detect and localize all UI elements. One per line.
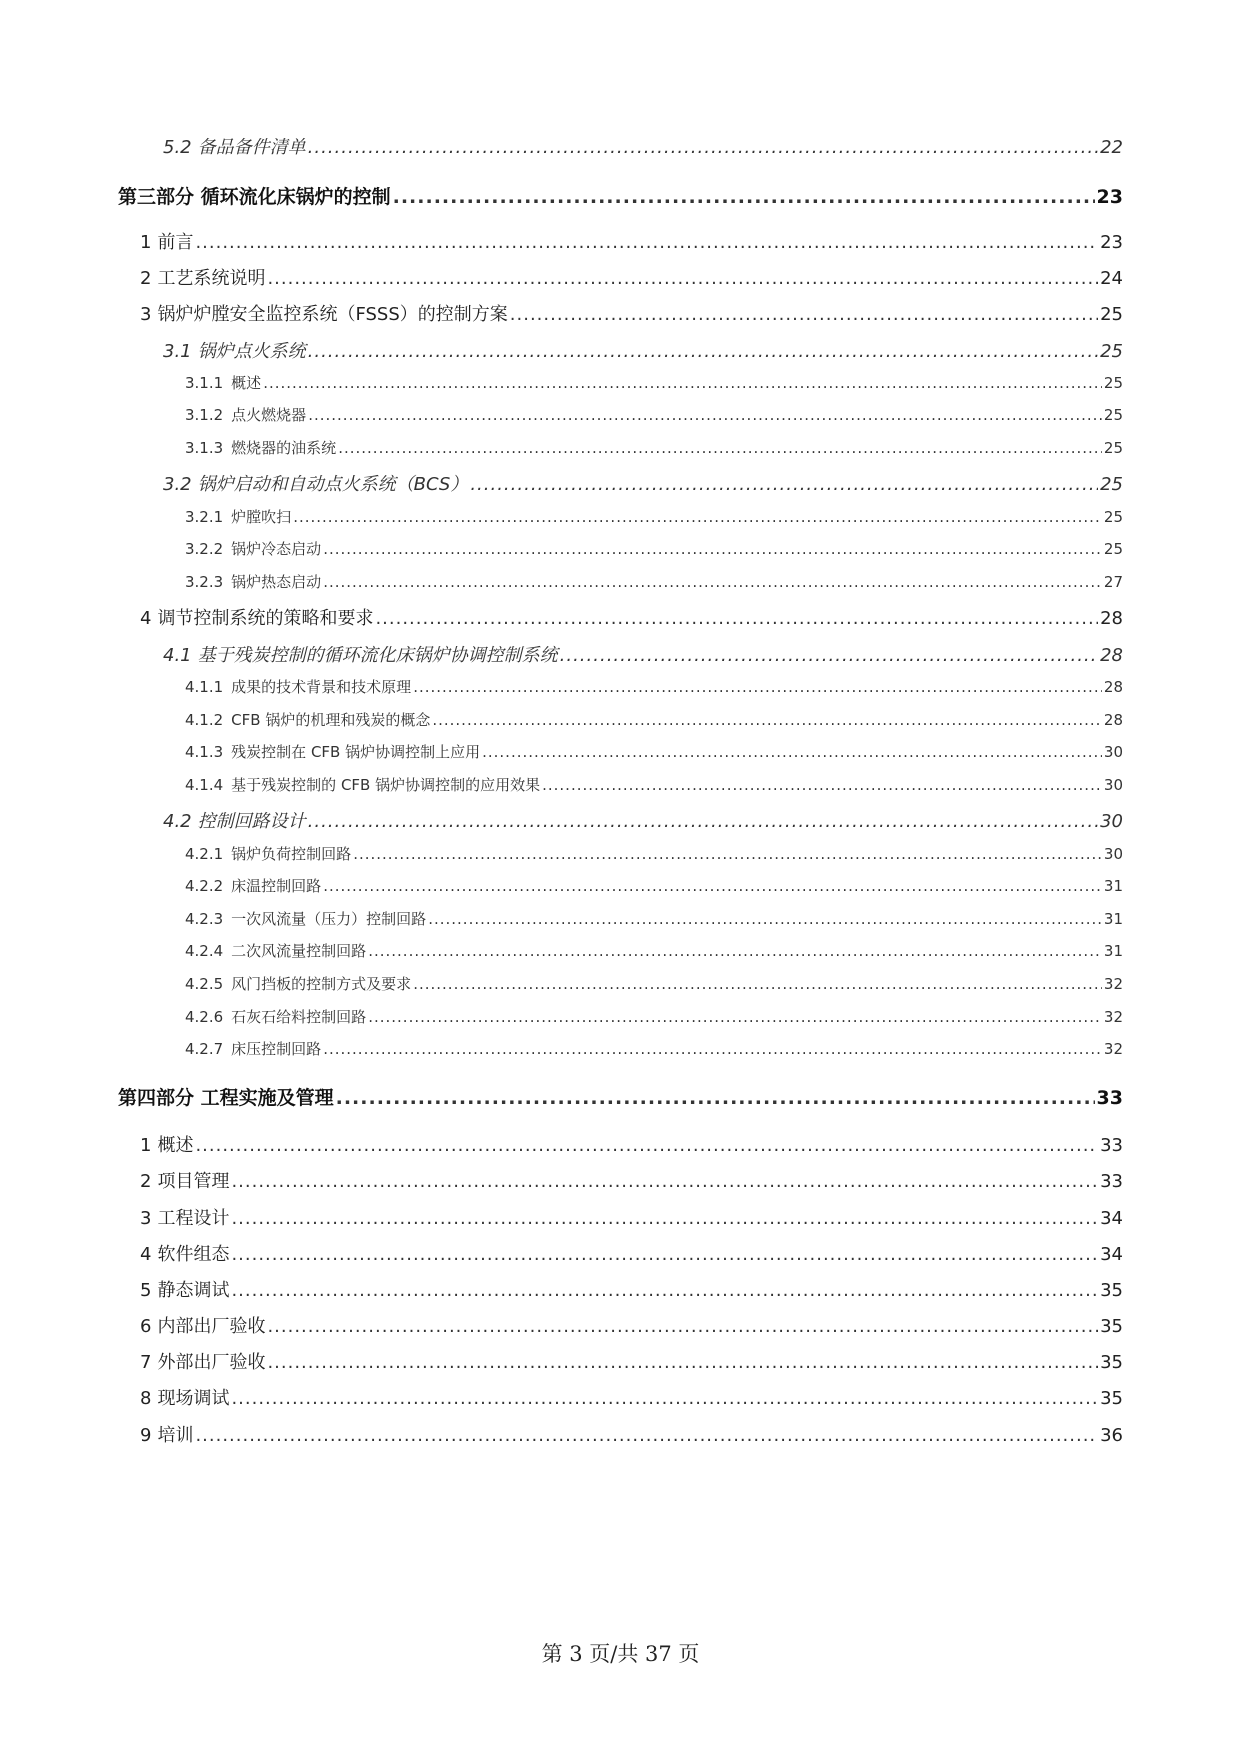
toc-entry-title: 现场调试 <box>157 1388 230 1409</box>
toc-entry-title: 炉膛吹扫 <box>231 508 292 526</box>
toc-page-number: 35 <box>1100 1388 1123 1409</box>
toc-entry[interactable] <box>185 571 1123 592</box>
dot-leader <box>336 1087 1095 1109</box>
toc-entry[interactable] <box>163 641 1123 667</box>
dot-leader <box>542 776 1102 794</box>
toc-entry-title: 锅炉启动和自动点火系统（BCS） <box>197 474 469 495</box>
dot-leader <box>432 711 1102 729</box>
dot-leader <box>195 232 1098 253</box>
dot-leader <box>510 304 1098 325</box>
toc-entry-number: 3.2.2 <box>185 540 224 558</box>
toc-page-number: 28 <box>1103 711 1123 729</box>
toc-entry-title: 锅炉炉膛安全监控系统（FSSS）的控制方案 <box>157 304 508 325</box>
dot-leader <box>267 1316 1098 1337</box>
toc-page-number: 25 <box>1103 540 1123 558</box>
dot-leader <box>323 540 1102 558</box>
dot-leader <box>323 877 1102 895</box>
toc-page-number: 33 <box>1096 1087 1123 1109</box>
toc-entry-number: 2 <box>140 268 152 289</box>
toc-entry-number: 3.2.1 <box>185 508 224 526</box>
toc-entry-number: 8 <box>140 1388 152 1409</box>
toc-page-number: 23 <box>1100 232 1123 253</box>
toc-page-number: 31 <box>1103 877 1123 895</box>
dot-leader <box>231 1208 1098 1229</box>
toc-entry-title: 一次风流量（压力）控制回路 <box>231 910 427 928</box>
toc-page-number: 35 <box>1100 1352 1123 1373</box>
toc-entry[interactable] <box>185 404 1123 425</box>
toc-page-number: 31 <box>1103 910 1123 928</box>
toc-entry-title: 软件组态 <box>157 1244 230 1265</box>
toc-page-number: 22 <box>1100 137 1123 158</box>
toc-page-number: 30 <box>1103 776 1123 794</box>
toc-entry[interactable] <box>140 1240 1123 1266</box>
toc-entry-title: 第四部分 工程实施及管理 <box>118 1087 334 1109</box>
toc-entry-number: 3.2.3 <box>185 573 224 591</box>
dot-leader <box>308 811 1098 832</box>
toc-entry-title: 基于残炭控制的循环流化床锅炉协调控制系统 <box>197 645 558 666</box>
dot-leader <box>231 1171 1098 1192</box>
toc-entry-title: 锅炉点火系统 <box>197 341 306 362</box>
toc-page-number: 25 <box>1100 341 1123 362</box>
dot-leader <box>231 1388 1098 1409</box>
toc-entry-title: 调节控制系统的策略和要求 <box>157 608 374 629</box>
toc-entry-number: 4.1.1 <box>185 678 224 696</box>
dot-leader <box>308 341 1098 362</box>
toc-page-number: 31 <box>1103 942 1123 960</box>
toc-entry-number: 4.1 <box>163 645 192 666</box>
dot-leader <box>323 1040 1102 1058</box>
toc-page-number: 30 <box>1100 811 1123 832</box>
toc-entry-number: 4.2.2 <box>185 877 224 895</box>
toc-entry-number: 5.2 <box>163 137 192 158</box>
toc-entry-number: 4.2.3 <box>185 910 224 928</box>
toc-page-number: 34 <box>1100 1208 1123 1229</box>
toc-entry-number: 3.2 <box>163 474 192 495</box>
toc-entry-title: 残炭控制在 CFB 锅炉协调控制上应用 <box>231 743 481 761</box>
toc-page-number: 32 <box>1103 1040 1123 1058</box>
toc-page-number: 28 <box>1100 608 1123 629</box>
toc-entry-title: 概述 <box>231 374 262 392</box>
toc-page-number: 30 <box>1103 845 1123 863</box>
toc-entry-title: 静态调试 <box>157 1280 230 1301</box>
dot-leader <box>308 406 1102 424</box>
toc-entry[interactable] <box>140 1384 1123 1410</box>
toc-entry[interactable] <box>140 228 1123 254</box>
toc-entry-title: 二次风流量控制回路 <box>231 942 367 960</box>
toc-entry-title: 锅炉热态启动 <box>231 573 322 591</box>
toc-entry-number: 3.1 <box>163 341 192 362</box>
toc-entry[interactable] <box>140 604 1123 630</box>
toc-page-number: 23 <box>1096 186 1123 208</box>
toc-entry-title: 石灰石给料控制回路 <box>231 1008 367 1026</box>
toc-entry[interactable] <box>140 1421 1123 1447</box>
dot-leader <box>267 1352 1098 1373</box>
dot-leader <box>323 573 1102 591</box>
toc-entry-number: 3.1.3 <box>185 439 224 457</box>
dot-leader <box>413 678 1102 696</box>
toc-entry-title: 概述 <box>157 1135 194 1156</box>
dot-leader <box>293 508 1102 526</box>
toc-page-number: 32 <box>1103 1008 1123 1026</box>
toc-entry-number: 7 <box>140 1352 152 1373</box>
toc-page-number: 24 <box>1100 268 1123 289</box>
dot-leader <box>231 1280 1098 1301</box>
toc-page-number: 33 <box>1100 1135 1123 1156</box>
toc-page-number: 30 <box>1103 743 1123 761</box>
toc-entry[interactable] <box>140 1348 1123 1374</box>
dot-leader <box>263 374 1102 392</box>
toc-entry-title: 前言 <box>157 232 194 253</box>
toc-page-number: 34 <box>1100 1244 1123 1265</box>
toc-entry[interactable] <box>140 1131 1123 1157</box>
dot-leader <box>368 942 1102 960</box>
toc-entry-number: 1 <box>140 1135 152 1156</box>
dot-leader <box>368 1008 1102 1026</box>
toc-entry-title: 控制回路设计 <box>197 811 306 832</box>
toc-page-number: 33 <box>1100 1171 1123 1192</box>
toc-entry-title: 燃烧器的油系统 <box>231 439 337 457</box>
toc-entry-title: 锅炉负荷控制回路 <box>231 845 352 863</box>
toc-entry[interactable] <box>185 774 1123 795</box>
toc-entry[interactable] <box>140 1167 1123 1193</box>
toc-entry-title: 外部出厂验收 <box>157 1352 266 1373</box>
dot-leader <box>482 743 1102 761</box>
toc-page-number: 28 <box>1100 645 1123 666</box>
toc-entry-title: 成果的技术背景和技术原理 <box>231 678 412 696</box>
toc-entry-number: 4 <box>140 608 152 629</box>
toc-page-number: 27 <box>1103 573 1123 591</box>
toc-entry[interactable] <box>185 372 1123 393</box>
toc-page-number: 25 <box>1100 474 1123 495</box>
toc-entry[interactable] <box>163 133 1123 159</box>
toc-entry[interactable] <box>140 300 1123 326</box>
dot-leader <box>195 1425 1098 1446</box>
dot-leader <box>428 910 1102 928</box>
toc-entry-title: 床温控制回路 <box>231 877 322 895</box>
toc-entry-number: 4.2.1 <box>185 845 224 863</box>
toc-entry[interactable] <box>185 506 1123 527</box>
toc-entry[interactable] <box>140 1312 1123 1338</box>
dot-leader <box>413 975 1102 993</box>
toc-entry-number: 2 <box>140 1171 152 1192</box>
toc-entry-number: 4.2 <box>163 811 192 832</box>
toc-entry[interactable] <box>185 1038 1123 1059</box>
toc-entry[interactable] <box>185 875 1123 896</box>
toc-entry[interactable] <box>185 843 1123 864</box>
toc-entry-number: 5 <box>140 1280 152 1301</box>
toc-entry-title: 项目管理 <box>157 1171 230 1192</box>
dot-leader <box>195 1135 1098 1156</box>
toc-entry-title: 基于残炭控制的 CFB 锅炉协调控制的应用效果 <box>231 776 541 794</box>
toc-entry-title: 工艺系统说明 <box>157 268 266 289</box>
toc-entry-title: 锅炉冷态启动 <box>231 540 322 558</box>
toc-entry-title: 风门挡板的控制方式及要求 <box>231 975 412 993</box>
toc-entry-number: 4.2.4 <box>185 942 224 960</box>
toc-entry-title: 点火燃烧器 <box>231 406 307 424</box>
toc-page-number: 25 <box>1103 439 1123 457</box>
dot-leader <box>338 439 1102 457</box>
dot-leader <box>231 1244 1098 1265</box>
toc-entry[interactable] <box>185 973 1123 994</box>
toc-page-number: 25 <box>1100 304 1123 325</box>
toc-entry-number: 4 <box>140 1244 152 1265</box>
dot-leader <box>470 474 1098 495</box>
toc-entry-title: 内部出厂验收 <box>157 1316 266 1337</box>
dot-leader <box>267 268 1098 289</box>
toc-entry-number: 3 <box>140 1208 152 1229</box>
toc-entry-number: 3.1.1 <box>185 374 224 392</box>
toc-entry-number: 4.2.5 <box>185 975 224 993</box>
toc-entry-number: 4.1.4 <box>185 776 224 794</box>
toc-entry[interactable] <box>185 940 1123 961</box>
toc-entry-number: 1 <box>140 232 152 253</box>
toc-entry-number: 3 <box>140 304 152 325</box>
toc-entry-title: 培训 <box>157 1425 194 1446</box>
dot-leader <box>375 608 1098 629</box>
toc-page-number: 36 <box>1100 1425 1123 1446</box>
toc-page-number: 32 <box>1103 975 1123 993</box>
toc-entry[interactable] <box>163 807 1123 833</box>
toc-entry-number: 4.2.7 <box>185 1040 224 1058</box>
toc-page-number: 35 <box>1100 1280 1123 1301</box>
dot-leader <box>393 186 1095 208</box>
toc-part-heading[interactable] <box>118 182 1123 209</box>
toc-entry-title: 备品备件清单 <box>197 137 306 158</box>
toc-entry-number: 9 <box>140 1425 152 1446</box>
toc-entry[interactable] <box>185 676 1123 697</box>
toc-entry-number: 4.1.2 <box>185 711 224 729</box>
toc-entry[interactable] <box>140 1276 1123 1302</box>
toc-entry-number: 4.1.3 <box>185 743 224 761</box>
toc-part-heading[interactable] <box>118 1083 1123 1110</box>
toc-entry[interactable] <box>185 437 1123 458</box>
toc-entry-title: 第三部分 循环流化床锅炉的控制 <box>118 186 391 208</box>
toc-page-number: 25 <box>1103 374 1123 392</box>
toc-entry-number: 4.2.6 <box>185 1008 224 1026</box>
toc-entry[interactable] <box>185 709 1123 730</box>
toc-entry[interactable] <box>140 1204 1123 1230</box>
toc-entry-number: 6 <box>140 1316 152 1337</box>
toc-entry[interactable] <box>140 264 1123 290</box>
toc-entry[interactable] <box>185 741 1123 762</box>
toc-entry[interactable] <box>185 908 1123 929</box>
toc-page-number: 28 <box>1103 678 1123 696</box>
toc-entry[interactable] <box>185 538 1123 559</box>
toc-entry-title: 工程设计 <box>157 1208 230 1229</box>
toc-entry-title: 床压控制回路 <box>231 1040 322 1058</box>
toc-page-number: 25 <box>1103 508 1123 526</box>
toc-entry-number: 3.1.2 <box>185 406 224 424</box>
dot-leader <box>353 845 1102 863</box>
dot-leader <box>308 137 1098 158</box>
toc-entry[interactable] <box>163 470 1123 496</box>
page-footer: 第 3 页/共 37 页 <box>541 1642 700 1666</box>
dot-leader <box>560 645 1098 666</box>
toc-page-number: 35 <box>1100 1316 1123 1337</box>
toc-entry-title: CFB 锅炉的机理和残炭的概念 <box>231 711 431 729</box>
toc-page-number: 25 <box>1103 406 1123 424</box>
toc-entry[interactable] <box>163 337 1123 363</box>
toc-entry[interactable] <box>185 1006 1123 1027</box>
